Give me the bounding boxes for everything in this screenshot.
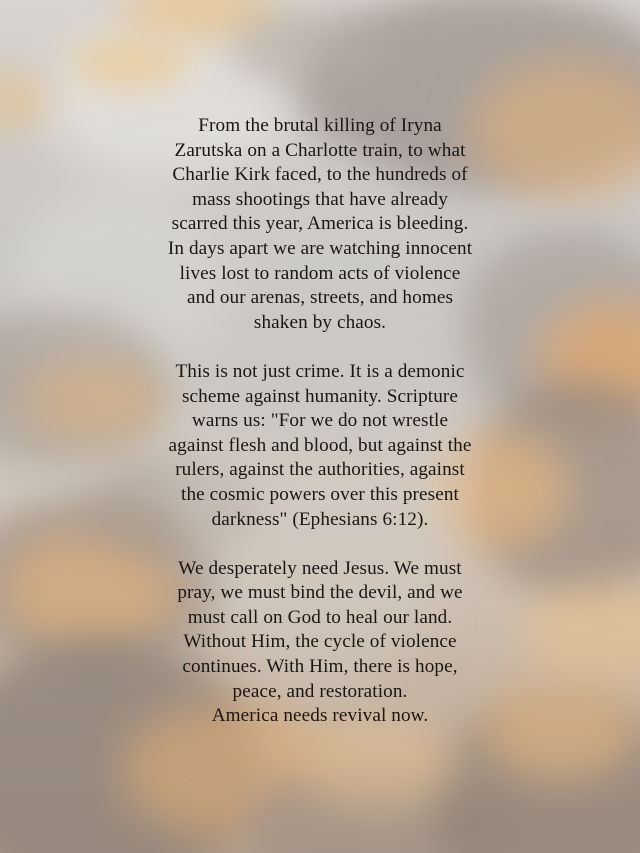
text-line: This is not just crime. It is a demonic [175,360,465,382]
text-line: rulers, against the authorities, against [175,459,465,481]
cloud-glow [300,720,460,810]
text-line: darkness" (Ephesians 6:12). [211,508,429,530]
text-line: continues. With Him, there is hope, [182,656,458,678]
text-line: Without Him, the cycle of violence [183,631,457,653]
paragraph-1 [140,114,500,335]
text-line: We desperately need Jesus. We must [178,557,462,579]
text-line: warns us: "For we do not wrestle [191,410,449,432]
text-line: From the brutal killing of Iryna [198,115,442,136]
text-line: peace, and restoration. [232,680,408,702]
cloud-wisp [70,40,190,85]
scripture-message [140,114,500,729]
text-line: scarred this year, America is bleeding. [171,213,469,235]
text-line: against flesh and blood, but against the [168,434,472,456]
text-line: pray, we must bind the devil, and we [177,582,463,604]
cloud-mass [230,10,390,90]
text-line: shaken by chaos. [253,311,387,333]
text-line: the cosmic powers over this present [181,483,459,505]
text-line: and our arenas, streets, and homes [186,287,454,309]
text-line: Charlie Kirk faced, to the hundreds of [172,164,468,186]
text-line: must call on God to heal our land. [187,606,453,628]
paragraph-3 [140,557,500,729]
paragraph-2 [140,360,500,532]
text-line: In days apart we are watching innocent [167,237,473,259]
text-line: America needs revival now. [211,705,429,727]
text-line: scheme against humanity. Scripture [181,385,459,407]
cloud-glow [480,680,640,780]
text-line: Zarutska on a Charlotte train, to what [174,139,466,161]
cloud-glow [520,580,640,680]
text-line: lives lost to random acts of violence [179,262,461,284]
cloud-wisp [0,70,50,130]
text-line: mass shootings that have already [192,188,448,210]
